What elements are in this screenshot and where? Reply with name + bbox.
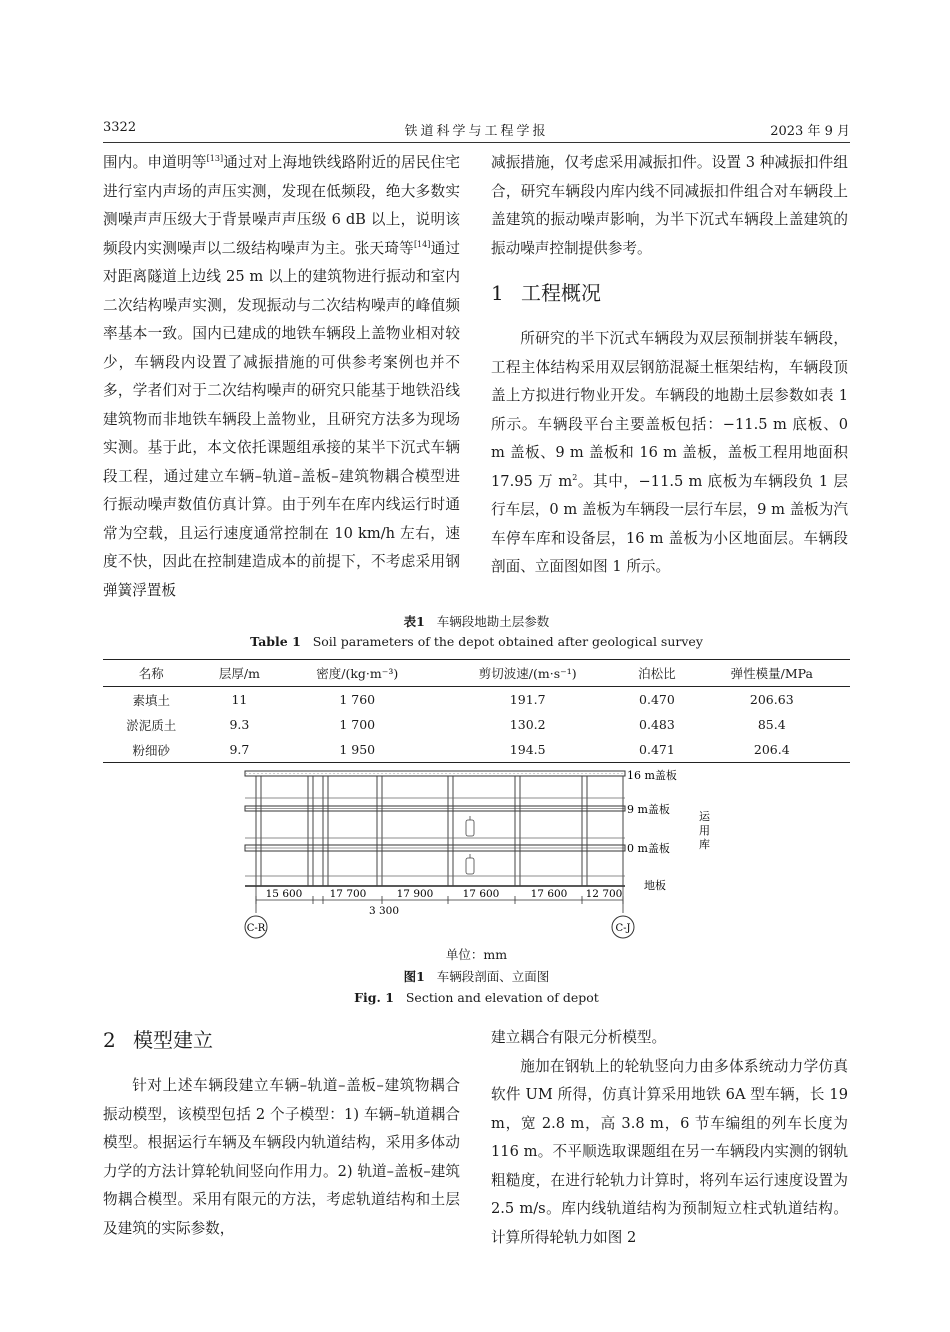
citation-13[interactable]: [13] xyxy=(206,154,224,164)
column-line xyxy=(448,776,453,886)
figure-caption-en: Fig. 1 Section and elevation of depot xyxy=(354,990,599,1005)
span-label: 17 600 xyxy=(530,888,568,900)
span-label: 12 700 xyxy=(585,888,623,900)
slab-0m xyxy=(245,845,625,851)
soil-table xyxy=(103,659,850,763)
slab-16m xyxy=(245,771,625,776)
column-line xyxy=(377,776,382,886)
side-label-char: 运 xyxy=(699,810,710,823)
section-2-heading xyxy=(103,1026,460,1054)
level-labels xyxy=(627,768,711,892)
column-line xyxy=(582,776,587,886)
section-title: 模型建立 xyxy=(133,1028,213,1052)
dimension-line xyxy=(256,886,623,913)
paragraph-continued: 建立耦合有限元分析模型。 xyxy=(491,1029,667,1046)
paragraph-model: 针对上述车辆段建立车辆–轨道–盖板–建筑物耦合振动模型，该模型包括 2 个子模型：1) 车辆–轨道耦合模型。根据运行车辆及车辆段内轨道结构，采用多体动力学的方法计算轮轨间竖向作用力。2) 轨道–盖板–建筑物耦合模型。采用有限元的方法，考虑轨道结构和土层及建筑的实际参数， xyxy=(103,1077,460,1237)
svg-text:C-J: C-J xyxy=(615,923,631,934)
svg-text:C-R: C-R xyxy=(246,923,266,934)
axis-marker-left xyxy=(245,916,267,938)
right-column-bottom xyxy=(491,1024,848,1252)
paragraph-project: 所研究的半下沉式车辆段为双层预制拼装车辆段，工程主体结构采用双层钢筋混凝土框架结构，车辆段顶盖上方拟进行物业开发。车辆段的地勘土层参数如表 1 所示。车辆段平台主要盖板包括：−11.5 m 底板、0 m 盖板、9 m 盖板和 16 m 盖板，盖板工程用地面积 17.95 万 $m^2$。其中，−11.5 m 底板为车辆段负 1 层行车层，0 m 盖板为车辆段一层行车层，9 m 盖板为汽车停车库和设备层，16 m 盖板为小区地面层。车辆段剖面、立面图如图 1 所示。 xyxy=(491,330,848,575)
col-header: 剪切波速/(m·s⁻¹) xyxy=(435,660,620,687)
section-number: 1 xyxy=(491,281,504,305)
level-label-9m: 9 m盖板 xyxy=(627,803,670,816)
paragraph-intro: 围内。申道明等[13]通过对上海地铁线路附近的居民住宅进行室内声场的声压实测，发现在低频段，绝大多数实测噪声声压级大于背景噪声声压级 6 dB 以上，说明该频段内实测噪声以二级结构噪声为主。张天琦等[14]通过对距离隧道上边线 25 m 以上的建筑物进行振动和室内二次结构噪声实测，发现振动与二次结构噪声的峰值频率基本一致。国内已建成的地铁车辆段上盖物业相对较少，车辆段内设置了减振措施的可供参考案例也并不多，学者们对于二次结构噪声的研究只能基于地铁沿线建筑物而非地铁车辆段上盖物业，且研究方法多为现场实测。基于此，本文依托课题组承接的某半下沉式车辆段工程，通过建立车辆–轨道–盖板–建筑物耦合模型进行振动噪声数值仿真计算。由于列车在库内线运行时通常为空载，且运行速度通常控制在 10 km/h 左右，速度不快，因此在控制建造成本的前提下，不考虑采用钢弹簧浮置板 xyxy=(103,154,460,599)
left-column-bottom xyxy=(103,1026,460,1243)
section-1-heading xyxy=(491,279,848,307)
axis-marker-right xyxy=(612,916,634,938)
section-title: 工程概况 xyxy=(521,281,601,305)
citation-14[interactable]: [14] xyxy=(413,239,431,249)
figure-unit: 单位：mm xyxy=(445,947,508,962)
paragraph-continued: 减振措施，仅考虑采用减振扣件。设置 3 种减振扣件组合，研究车辆段内库内线不同减振扣件组合对车辆段上盖建筑的振动噪声影响，为半下沉式车辆段上盖建筑的振动噪声控制提供参考。 xyxy=(491,154,848,257)
left-column-top xyxy=(103,149,460,605)
col-header: 泊松比 xyxy=(620,660,693,687)
table-row: 素填土 11 1 760 191.7 0.470 206.63 xyxy=(132,692,794,708)
slab-9m xyxy=(245,806,625,811)
column-line xyxy=(515,776,520,886)
span-label: 15 600 xyxy=(265,888,303,900)
page-number: 3322 xyxy=(103,120,137,135)
column-line xyxy=(323,776,328,886)
table-row: 粉细砂 9.7 1 950 194.5 0.471 206.4 xyxy=(103,737,850,763)
issue-date: 2023 年 9 月 xyxy=(770,124,850,139)
depot-section-figure xyxy=(240,768,720,940)
level-label-16m: 16 m盖板 xyxy=(627,769,677,782)
right-column-top xyxy=(491,149,848,582)
col-header: 弹性模量/MPa xyxy=(694,660,850,687)
header-rule xyxy=(103,142,850,143)
table-row: 淤泥质土 9.3 1 700 130.2 0.483 85.4 xyxy=(126,717,786,733)
table-caption-en: Table 1 Soil parameters of the depot obtained after geological survey xyxy=(250,634,703,649)
span-label: 17 700 xyxy=(329,888,367,900)
col-header: 层厚/m xyxy=(199,660,279,687)
col-header: 密度/(kg·m⁻³) xyxy=(279,660,435,687)
gap-label: 3 300 xyxy=(368,905,400,917)
paragraph-wheel-rail: 施加在钢轨上的轮轨竖向力由多体系统动力学仿真软件 UM 所得，仿真计算采用地铁 6A 型车辆，长 19 m，宽 2.8 m，高 3.8 m，6 节车编组的列车长度为 116 m。不平顺选取课题组在另一车辆段内实测的钢轨粗糙度，在进行轮轨力计算时，将列车运行速度设置为 2.5 m/s。库内线轨道结构为预制短立柱式轨道结构。计算所得轮轨力如图 2 xyxy=(491,1057,848,1246)
columns xyxy=(256,776,623,886)
journal-name: 铁道科学与工程学报 xyxy=(404,124,549,139)
figure-caption-cn: 图1 车辆段剖面、立面图 xyxy=(403,969,550,984)
section-number: 2 xyxy=(103,1028,116,1052)
column-line xyxy=(256,776,261,886)
span-label: 17 900 xyxy=(396,888,434,900)
span-label: 17 600 xyxy=(462,888,500,900)
dimension-labels xyxy=(266,888,623,917)
page-header xyxy=(103,120,850,144)
table-caption-cn: 表1 车辆段地勘土层参数 xyxy=(403,614,550,629)
side-label-char: 用 xyxy=(699,824,710,837)
side-label-char: 库 xyxy=(699,838,710,851)
column-line xyxy=(308,776,313,886)
level-label-0m: 0 m盖板 xyxy=(627,842,670,855)
level-label-floor: 地板 xyxy=(644,879,666,892)
table-header-row xyxy=(103,660,850,687)
col-header: 名称 xyxy=(103,660,199,687)
